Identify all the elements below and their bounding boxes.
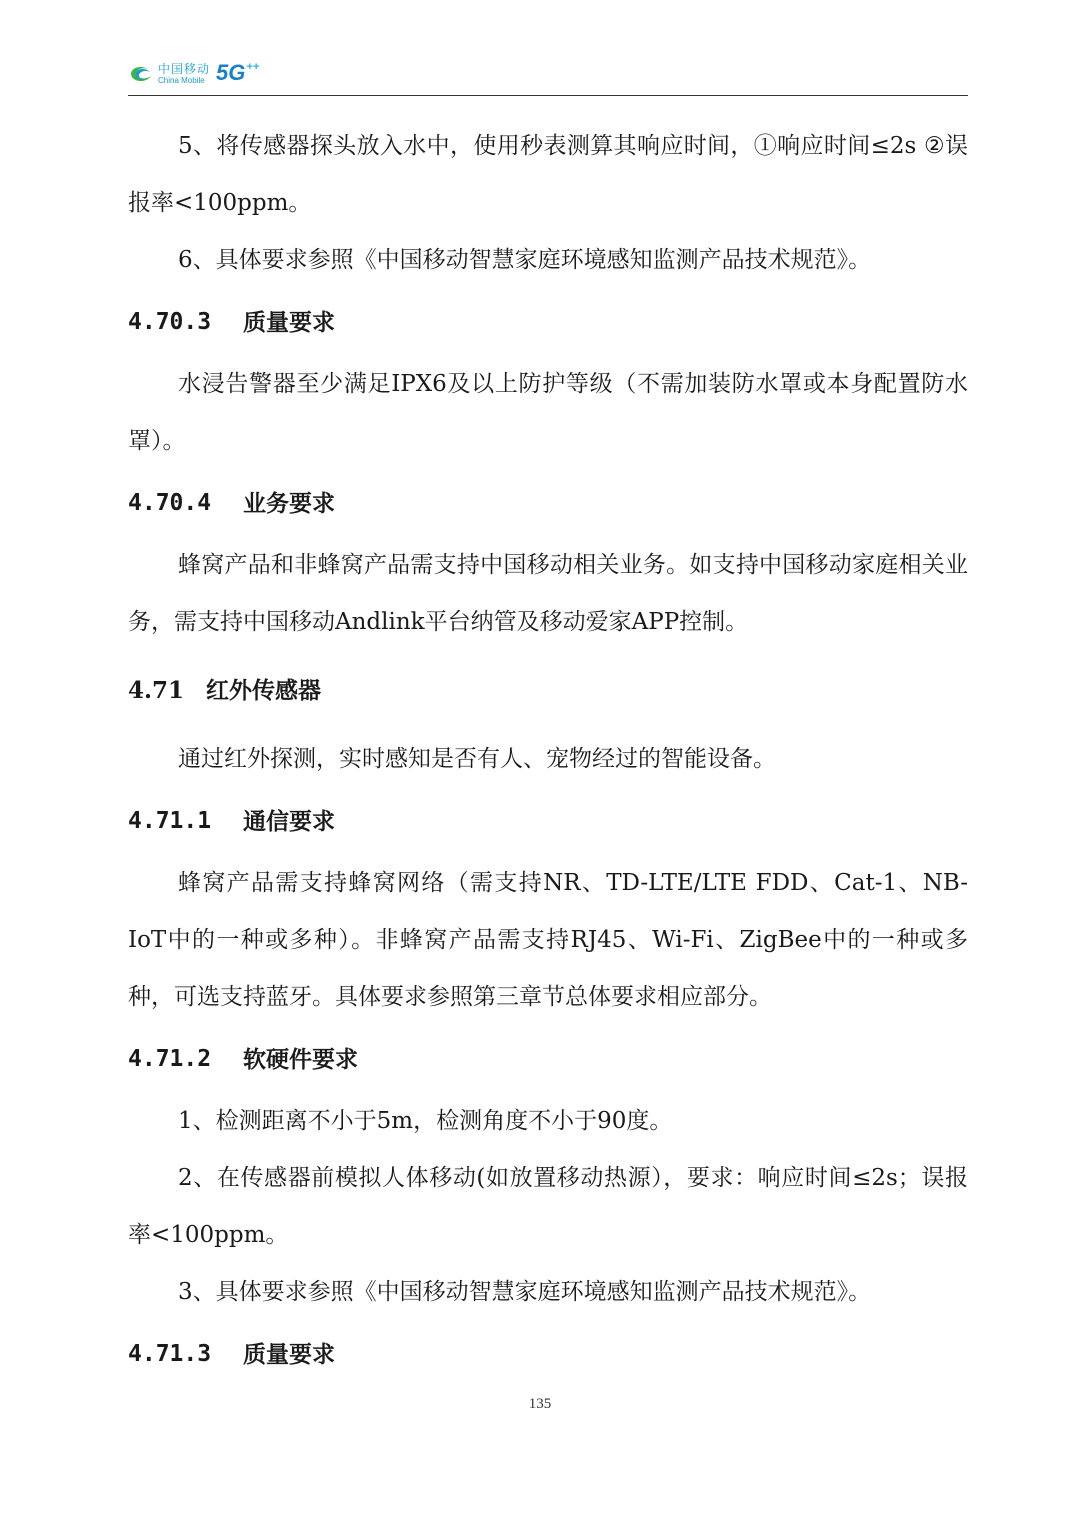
section-title: 业务要求 — [243, 490, 335, 517]
section-heading — [128, 1321, 968, 1388]
header-rule — [128, 95, 968, 96]
paragraph: 6、具体要求参照《中国移动智慧家庭环境感知监测产品技术规范》。 — [178, 247, 872, 273]
document-body — [128, 118, 968, 1388]
paragraph: 水浸告警器至少满足IPX6及以上防护等级（不需加装防水罩或本身配置防水罩）。 — [128, 371, 968, 454]
section-title: 质量要求 — [243, 1341, 335, 1368]
section-heading — [128, 651, 968, 731]
section-heading — [128, 470, 968, 537]
section-number: 4.70.3 — [128, 309, 212, 335]
paragraph: 5、将传感器探头放入水中，使用秒表测算其响应时间，①响应时间≤2s ②误报率<100ppm。 — [128, 133, 968, 216]
5g-badge — [216, 60, 259, 86]
section-number: 4.71.1 — [128, 808, 212, 834]
logo-english-name: China Mobile — [158, 76, 205, 85]
paragraph: 2、在传感器前模拟人体移动(如放置移动热源），要求：响应时间≤2s；误报率<100ppm。 — [128, 1165, 968, 1248]
section-title: 质量要求 — [243, 309, 335, 336]
5g-badge-plus: ++ — [246, 61, 260, 73]
paragraph: 蜂窝产品和非蜂窝产品需支持中国移动相关业务。如支持中国移动家庭相关业务，需支持中国移动Andlink平台纳管及移动爱家APP控制。 — [128, 552, 968, 635]
page-number: 135 — [528, 1396, 552, 1412]
section-number: 4.71.2 — [128, 1046, 212, 1072]
china-mobile-logo — [128, 61, 259, 87]
section-title: 软硬件要求 — [243, 1046, 358, 1073]
section-heading — [128, 788, 968, 855]
section-number: 4.70.4 — [128, 490, 212, 516]
section-number: 4.71.3 — [128, 1341, 212, 1367]
logo-chinese-name: 中国移动 — [158, 62, 211, 76]
paragraph: 3、具体要求参照《中国移动智慧家庭环境感知监测产品技术规范》。 — [178, 1279, 872, 1305]
paragraph: 通过红外探测，实时感知是否有人、宠物经过的智能设备。 — [178, 746, 776, 772]
section-number: 4.71 — [128, 677, 185, 704]
5g-badge-text: 5G — [216, 60, 246, 85]
section-title: 红外传感器 — [206, 677, 321, 704]
page-header — [128, 58, 968, 96]
paragraph: 蜂窝产品需支持蜂窝网络（需支持NR、TD-LTE/LTE FDD、Cat-1、NB-IoT中的一种或多种）。非蜂窝产品需支持RJ45、Wi-Fi、ZigBee中的一种或多种，可选支持蓝牙。具体要求参照第三章节总体要求相应部分。 — [128, 870, 968, 1010]
section-heading — [128, 1026, 968, 1093]
section-heading — [128, 289, 968, 356]
china-mobile-swirl-icon — [128, 63, 154, 85]
paragraph: 1、检测距离不小于5m，检测角度不小于90度。 — [178, 1108, 673, 1134]
section-title: 通信要求 — [243, 808, 335, 835]
